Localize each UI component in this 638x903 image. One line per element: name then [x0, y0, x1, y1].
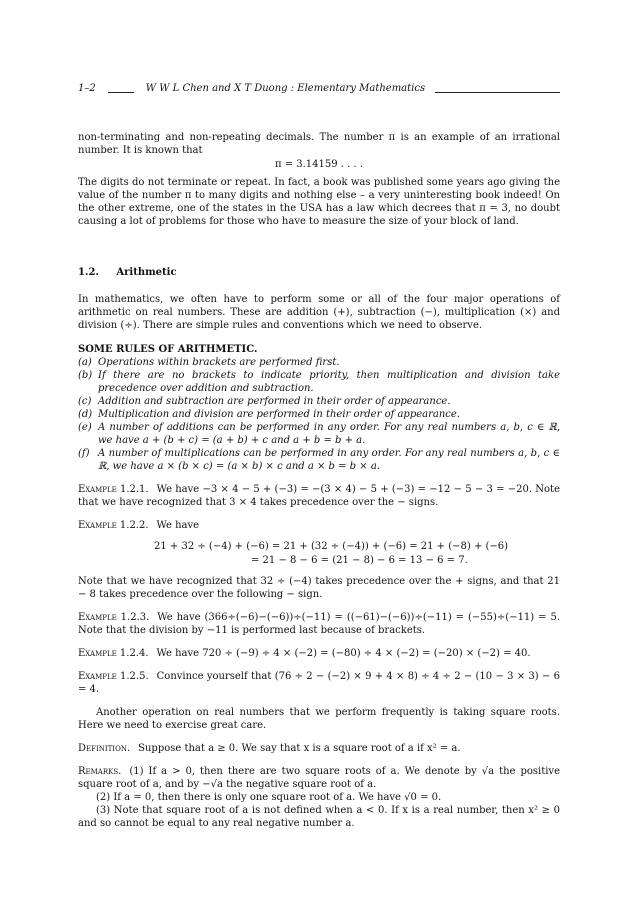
example-text: We have (366÷(−6)−(−6))÷(−11) = ((−61)−(−6))÷(−11) = (−55)÷(−11) = 5. Note that the division by −11 is performed last because of brackets.	[78, 612, 560, 636]
definition	[78, 742, 560, 755]
header-rule-long	[435, 92, 560, 93]
example-label: Example 1.2.1.	[78, 484, 149, 495]
example-note: Note that we have recognized that 32 ÷ (−4) takes precedence over the + signs, and that 21 − 8 takes precedence over the following − sign.	[78, 576, 560, 600]
rule-text: A number of multiplications can be performed in any order. For any real numbers a, b, c ∈ ℝ, we have a × (b × c) = (a × b) × c and a × b = b × a.	[98, 448, 560, 472]
page-body	[78, 131, 560, 830]
rule-text: If there are no brackets to indicate priority, then multiplication and division take precedence over addition and subtraction.	[98, 370, 560, 394]
equation-pi: π = 3.14159 . . . .	[274, 159, 364, 170]
example-label: Example 1.2.4.	[78, 648, 149, 659]
display-equation	[78, 540, 560, 567]
remark-1: (1) If a > 0, then there are two square roots of a. We denote by √a the positive square root of a, and by −√a the negative square root of a.	[78, 766, 560, 790]
example-text: We have	[156, 520, 200, 531]
rule-label: (b)	[78, 370, 93, 381]
rules-heading: SOME RULES OF ARITHMETIC.	[78, 344, 258, 355]
rule-text: Operations within brackets are performed first.	[98, 357, 340, 368]
equation-line-1: 21 + 32 ÷ (−4) + (−6) = 21 + (32 ÷ (−4)) + (−6) = 21 + (−8) + (−6)	[154, 541, 509, 552]
example-text: Convince yourself that (76 ÷ 2 − (−2) × 9 + 4 × 8) ÷ 4 ÷ 2 − (10 − 3 × 3) − 6 = 4.	[78, 671, 560, 695]
remarks-label: Remarks.	[78, 766, 122, 777]
rule-label: (a)	[78, 357, 92, 368]
example-label: Example 1.2.5.	[78, 671, 149, 682]
example-1-2-1	[78, 483, 560, 509]
definition-label: Definition.	[78, 743, 131, 754]
rule-item	[78, 408, 560, 421]
example-text: We have 720 ÷ (−9) ÷ 4 × (−2) = (−80) ÷ 4 × (−2) = (−20) × (−2) = 40.	[156, 648, 531, 659]
example-label: Example 1.2.3.	[78, 612, 150, 623]
paragraph-operations: In mathematics, we often have to perform some or all of the four major operations of arithmetic on real numbers. These are addition (+), subtraction (−), multiplication (×) and division (÷). There are simple rules and conventions which we need to observe.	[78, 294, 560, 331]
example-1-2-5	[78, 670, 560, 696]
rule-item	[78, 369, 560, 395]
rule-item	[78, 421, 560, 447]
remark-3: (3) Note that square root of a is not defined when a < 0. If x is a real number, then x² ≥ 0 and so cannot be equal to any real negative number a.	[78, 805, 560, 829]
rules-list	[78, 356, 560, 473]
paragraph-square-roots: Another operation on real numbers that we perform frequently is taking square roots. Here we need to exercise great care.	[78, 707, 560, 731]
paragraph-pi-digits: The digits do not terminate or repeat. In fact, a book was published some years ago giving the value of the number π to many digits and nothing else – a very uninteresting book indeed! On the other extreme, one of the states in the USA has a law which decrees that π = 3, no doubt causing a lot of problems for those who have to measure the size of your block of land.	[78, 177, 560, 227]
rule-label: (c)	[78, 396, 92, 407]
rule-text: Addition and subtraction are performed in their order of appearance.	[98, 396, 451, 407]
section-title: Arithmetic	[116, 267, 177, 278]
paragraph-irrational: non-terminating and non-repeating decimals. The number π is an example of an irrational number. It is known that	[78, 132, 560, 156]
rule-text: Multiplication and division are performed in their order of appearance.	[98, 409, 460, 420]
rule-item	[78, 447, 560, 473]
remarks	[78, 765, 560, 791]
definition-text: Suppose that a ≥ 0. We say that x is a square root of a if x² = a.	[138, 743, 461, 754]
example-1-2-4	[78, 647, 560, 660]
rule-text: A number of additions can be performed in any order. For any real numbers a, b, c ∈ ℝ, we have a + (b + c) = (a + b) + c and a + b = b + a.	[98, 422, 560, 446]
example-1-2-3	[78, 611, 560, 637]
example-label: Example 1.2.2.	[78, 520, 149, 531]
example-1-2-2	[78, 519, 560, 532]
page-number: 1–2	[78, 82, 96, 94]
rule-item	[78, 356, 560, 369]
example-text: We have −3 × 4 − 5 + (−3) = −(3 × 4) − 5 + (−3) = −12 − 5 − 3 = −20. Note that we have recognized that 3 × 4 takes precedence over the − signs.	[78, 484, 560, 508]
equation-line-2: = 21 − 8 − 6 = (21 − 8) − 6 = 13 − 6 = 7.	[251, 555, 468, 566]
remark-2: (2) If a = 0, then there is only one square root of a. We have √0 = 0.	[96, 792, 442, 803]
section-heading	[78, 266, 560, 279]
running-title: W W L Chen and X T Duong : Elementary Mathematics	[145, 82, 426, 94]
rule-label: (e)	[78, 422, 92, 433]
rule-label: (d)	[78, 409, 93, 420]
running-header	[78, 81, 560, 95]
rule-item	[78, 395, 560, 408]
header-rule-short	[108, 92, 134, 93]
section-number: 1.2.	[78, 267, 99, 278]
rule-label: (f)	[78, 448, 90, 459]
